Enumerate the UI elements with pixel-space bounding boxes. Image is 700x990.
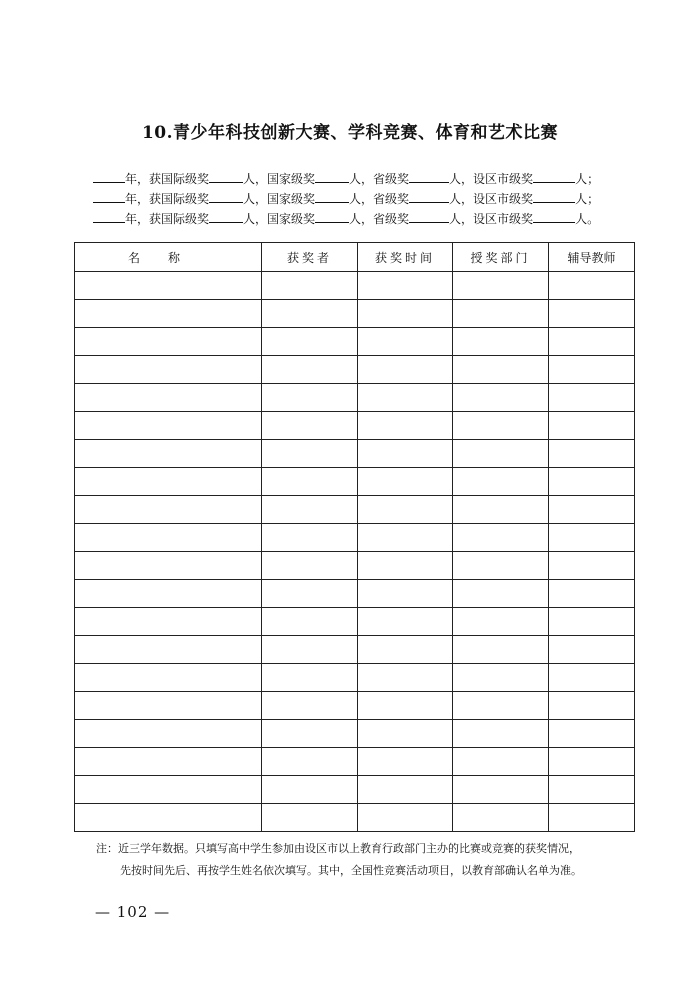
table-cell[interactable]: [358, 776, 453, 804]
table-cell[interactable]: [549, 496, 635, 524]
table-cell[interactable]: [75, 412, 262, 440]
label-city: 人，设区市级奖: [449, 192, 534, 206]
table-row: [75, 272, 635, 300]
label-year: 年，获国际级奖: [125, 172, 210, 186]
table-row: [75, 496, 635, 524]
table-cell[interactable]: [453, 272, 549, 300]
label-city: 人，设区市级奖: [449, 212, 534, 226]
table-cell[interactable]: [75, 468, 262, 496]
table-cell[interactable]: [549, 272, 635, 300]
international-blank[interactable]: [209, 189, 243, 203]
table-cell[interactable]: [358, 580, 453, 608]
table-cell[interactable]: [549, 328, 635, 356]
footnote: [96, 838, 656, 882]
page-title: 10.青少年科技创新大赛、学科竞赛、体育和艺术比赛: [141, 123, 559, 143]
table-cell[interactable]: [262, 468, 358, 496]
table-cell[interactable]: [549, 440, 635, 468]
table-cell[interactable]: [262, 300, 358, 328]
table-cell[interactable]: [358, 384, 453, 412]
city-blank[interactable]: [533, 189, 575, 203]
table-cell[interactable]: [75, 552, 262, 580]
table-row: [75, 356, 635, 384]
table-cell[interactable]: [453, 720, 549, 748]
table-cell[interactable]: [549, 748, 635, 776]
table-row: [75, 468, 635, 496]
table-cell[interactable]: [453, 412, 549, 440]
awards-table: [74, 242, 635, 832]
table-cell[interactable]: [453, 384, 549, 412]
table-cell[interactable]: [358, 328, 453, 356]
table-cell[interactable]: [262, 580, 358, 608]
page-number: — 102 —: [95, 903, 171, 921]
table-cell[interactable]: [358, 720, 453, 748]
table-cell[interactable]: [75, 776, 262, 804]
table-row: [75, 580, 635, 608]
city-blank[interactable]: [533, 169, 575, 183]
year-blank[interactable]: [93, 169, 125, 183]
table-cell[interactable]: [75, 300, 262, 328]
table-cell[interactable]: [358, 496, 453, 524]
table-cell[interactable]: [358, 440, 453, 468]
table-cell[interactable]: [549, 552, 635, 580]
national-blank[interactable]: [315, 169, 349, 183]
table-cell[interactable]: [549, 468, 635, 496]
table-cell[interactable]: [358, 300, 453, 328]
table-cell[interactable]: [75, 440, 262, 468]
table-cell[interactable]: [358, 356, 453, 384]
table-cell[interactable]: [453, 524, 549, 552]
table-cell[interactable]: [75, 608, 262, 636]
table-cell[interactable]: [262, 636, 358, 664]
stat-line: [93, 189, 633, 209]
table-cell[interactable]: [262, 272, 358, 300]
city-blank[interactable]: [533, 209, 575, 223]
international-blank[interactable]: [209, 209, 243, 223]
table-cell[interactable]: [358, 524, 453, 552]
table-cell[interactable]: [549, 804, 635, 832]
footnote-line: 注：近三学年数据。只填写高中学生参加由设区市以上教育行政部门主办的比赛或竞赛的获奖情况，: [96, 842, 580, 855]
label-national: 人，国家级奖: [243, 212, 316, 226]
provincial-blank[interactable]: [409, 189, 449, 203]
table-row: [75, 636, 635, 664]
stat-line: [93, 209, 633, 229]
header-award-time: 获奖时间: [358, 243, 453, 272]
table-cell[interactable]: [75, 496, 262, 524]
table-cell[interactable]: [358, 272, 453, 300]
table-row: [75, 692, 635, 720]
table-cell[interactable]: [262, 552, 358, 580]
table-cell[interactable]: [453, 356, 549, 384]
table-cell[interactable]: [549, 720, 635, 748]
footnote-line: 先按时间先后、再按学生姓名依次填写。其中，全国性竞赛活动项目，以教育部确认名单为准。: [120, 864, 582, 877]
table-cell[interactable]: [262, 328, 358, 356]
year-blank[interactable]: [93, 189, 125, 203]
table-cell[interactable]: [453, 664, 549, 692]
table-cell[interactable]: [358, 468, 453, 496]
label-ending: 人；: [575, 172, 600, 186]
label-ending: 人。: [575, 212, 600, 226]
table-cell[interactable]: [262, 524, 358, 552]
table-cell[interactable]: [549, 356, 635, 384]
header-awarding-dept: 授奖部门: [453, 243, 549, 272]
label-provincial: 人，省级奖: [349, 212, 410, 226]
national-blank[interactable]: [315, 209, 349, 223]
table-cell[interactable]: [453, 552, 549, 580]
label-national: 人，国家级奖: [243, 192, 316, 206]
award-stats: [93, 169, 633, 229]
table-row: [75, 664, 635, 692]
table-cell[interactable]: [262, 356, 358, 384]
table-cell[interactable]: [549, 692, 635, 720]
table-row: [75, 384, 635, 412]
table-cell[interactable]: [358, 636, 453, 664]
table-row: [75, 524, 635, 552]
table-cell[interactable]: [453, 692, 549, 720]
table-cell[interactable]: [549, 776, 635, 804]
header-winner: 获奖者: [262, 243, 358, 272]
table-header-row: [75, 243, 635, 272]
provincial-blank[interactable]: [409, 169, 449, 183]
table-cell[interactable]: [453, 636, 549, 664]
table-cell[interactable]: [453, 776, 549, 804]
table-cell[interactable]: [453, 440, 549, 468]
table-cell[interactable]: [75, 804, 262, 832]
national-blank[interactable]: [315, 189, 349, 203]
table-cell[interactable]: [549, 384, 635, 412]
table-cell[interactable]: [549, 580, 635, 608]
table-cell[interactable]: [358, 804, 453, 832]
table-cell[interactable]: [262, 720, 358, 748]
table-row: [75, 552, 635, 580]
table-row: [75, 328, 635, 356]
table-row: [75, 440, 635, 468]
table-cell[interactable]: [262, 496, 358, 524]
table-cell[interactable]: [453, 468, 549, 496]
stat-line: [93, 169, 633, 189]
year-blank[interactable]: [93, 209, 125, 223]
table-row: [75, 300, 635, 328]
table-cell[interactable]: [358, 412, 453, 440]
table-cell[interactable]: [262, 440, 358, 468]
table-cell[interactable]: [453, 300, 549, 328]
table-cell[interactable]: [75, 524, 262, 552]
table-cell[interactable]: [358, 608, 453, 636]
table-cell[interactable]: [75, 664, 262, 692]
table-cell[interactable]: [453, 804, 549, 832]
label-national: 人，国家级奖: [243, 172, 316, 186]
table-cell[interactable]: [358, 748, 453, 776]
table-cell[interactable]: [75, 356, 262, 384]
label-year: 年，获国际级奖: [125, 212, 210, 226]
table-cell[interactable]: [262, 804, 358, 832]
table-row: [75, 412, 635, 440]
provincial-blank[interactable]: [409, 209, 449, 223]
label-year: 年，获国际级奖: [125, 192, 210, 206]
table-cell[interactable]: [358, 692, 453, 720]
table-cell[interactable]: [75, 748, 262, 776]
table-cell[interactable]: [75, 720, 262, 748]
table-cell[interactable]: [358, 664, 453, 692]
table-row: [75, 804, 635, 832]
table-cell[interactable]: [549, 664, 635, 692]
table-cell[interactable]: [549, 300, 635, 328]
table-cell[interactable]: [453, 580, 549, 608]
label-city: 人，设区市级奖: [449, 172, 534, 186]
table-row: [75, 776, 635, 804]
table-cell[interactable]: [453, 608, 549, 636]
table-cell[interactable]: [262, 384, 358, 412]
table-cell[interactable]: [75, 636, 262, 664]
table-cell[interactable]: [75, 692, 262, 720]
table-cell[interactable]: [75, 384, 262, 412]
table-cell[interactable]: [549, 412, 635, 440]
table-cell[interactable]: [453, 748, 549, 776]
table-cell[interactable]: [262, 412, 358, 440]
table-cell[interactable]: [75, 580, 262, 608]
table-cell[interactable]: [262, 664, 358, 692]
table-cell[interactable]: [453, 328, 549, 356]
table-cell[interactable]: [262, 748, 358, 776]
table-cell[interactable]: [75, 272, 262, 300]
table-row: [75, 720, 635, 748]
table-cell[interactable]: [453, 496, 549, 524]
international-blank[interactable]: [209, 169, 243, 183]
table-cell[interactable]: [262, 608, 358, 636]
table-cell[interactable]: [549, 608, 635, 636]
header-advisor: 辅导教师: [549, 243, 635, 272]
table-body: [75, 272, 635, 832]
table-cell[interactable]: [75, 328, 262, 356]
table-cell[interactable]: [549, 636, 635, 664]
table-cell[interactable]: [549, 524, 635, 552]
table-row: [75, 748, 635, 776]
table-row: [75, 608, 635, 636]
table-cell[interactable]: [262, 692, 358, 720]
table-cell[interactable]: [262, 776, 358, 804]
header-name: 名称: [75, 243, 262, 272]
label-ending: 人；: [575, 192, 600, 206]
table-cell[interactable]: [358, 552, 453, 580]
label-provincial: 人，省级奖: [349, 192, 410, 206]
label-provincial: 人，省级奖: [349, 172, 410, 186]
